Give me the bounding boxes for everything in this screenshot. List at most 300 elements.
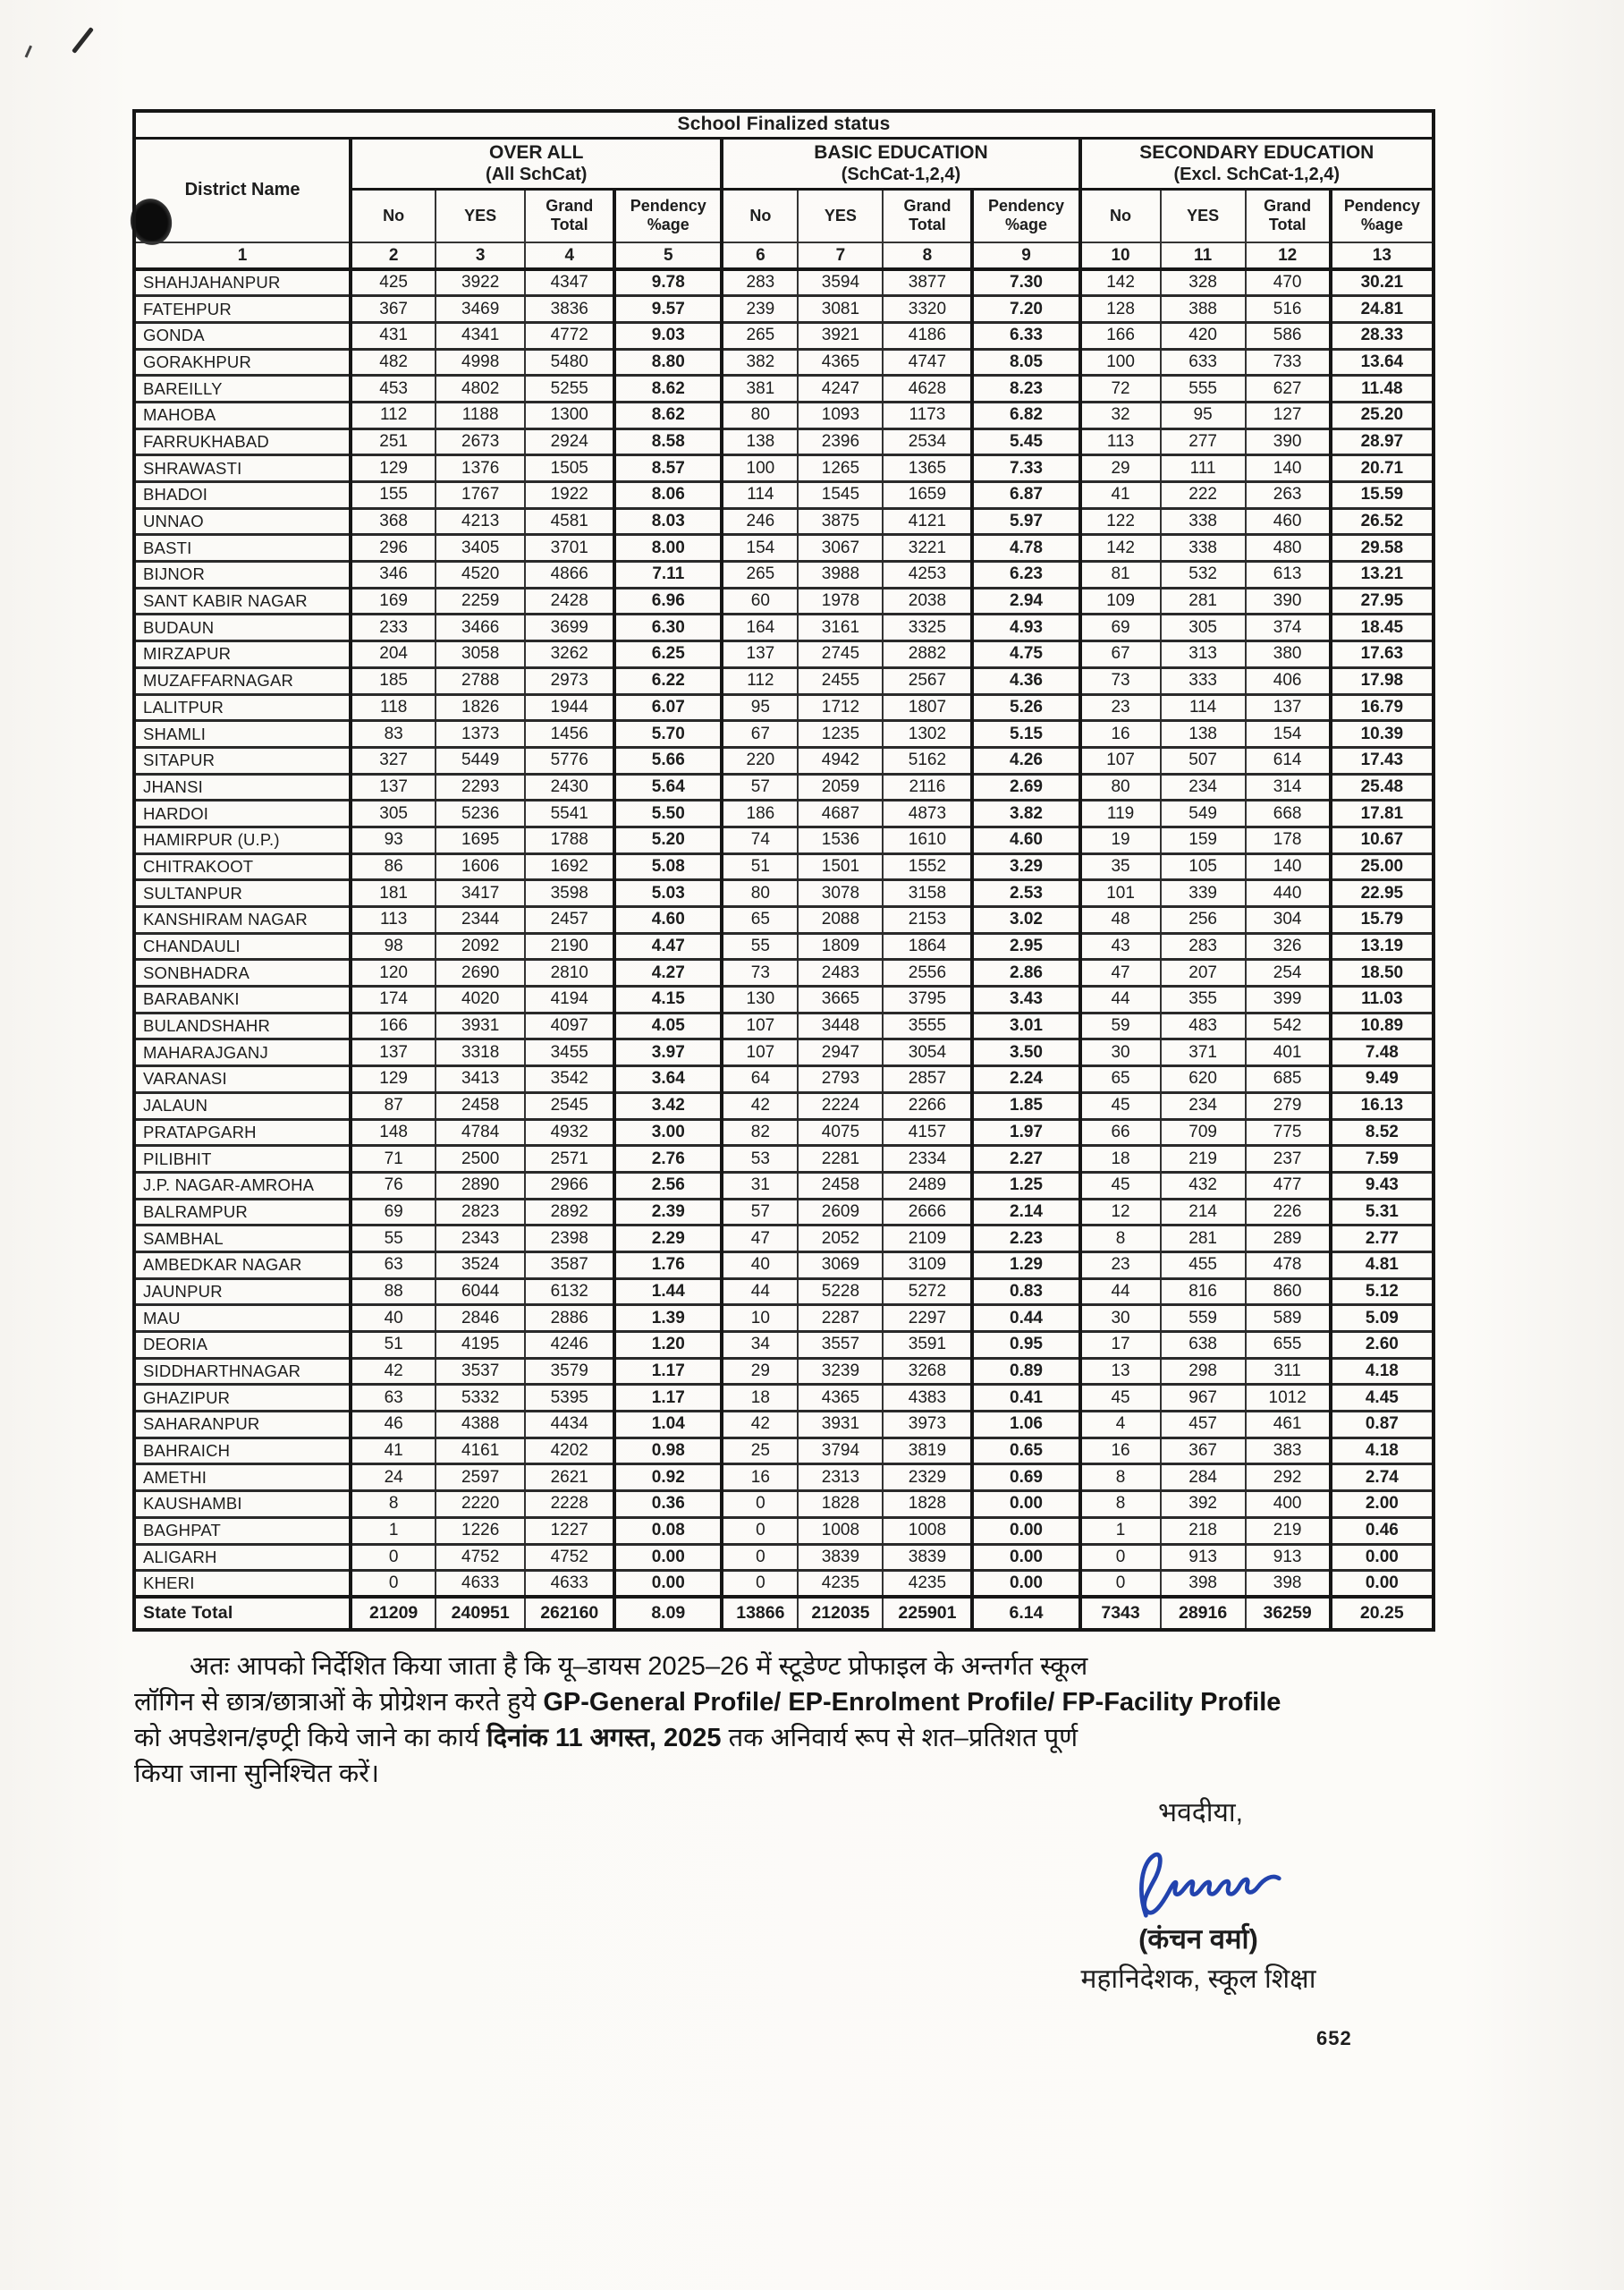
value-cell: 1828 <box>798 1491 883 1518</box>
value-cell: 100 <box>722 455 798 482</box>
district-name-cell: BIJNOR <box>134 562 351 589</box>
group-header-row <box>134 138 1434 189</box>
value-cell: 11.03 <box>1331 987 1434 1014</box>
value-cell: 4 <box>1080 1412 1161 1438</box>
district-name-cell: HARDOI <box>134 801 351 827</box>
value-cell: 2455 <box>798 667 883 694</box>
value-cell: 120 <box>351 960 436 987</box>
value-cell: 48 <box>1080 907 1161 934</box>
value-cell: 3591 <box>883 1332 972 1359</box>
value-cell: 3.50 <box>972 1039 1079 1066</box>
value-cell: 4194 <box>525 987 614 1014</box>
value-cell: 137 <box>1246 694 1331 721</box>
value-cell: 559 <box>1161 1305 1246 1332</box>
value-cell: 4247 <box>798 376 883 403</box>
value-cell: 3058 <box>436 641 525 668</box>
value-cell: 1712 <box>798 694 883 721</box>
value-cell: 24.81 <box>1331 296 1434 323</box>
value-cell: 262160 <box>525 1597 614 1630</box>
value-cell: 13 <box>1080 1358 1161 1385</box>
value-cell: 95 <box>722 694 798 721</box>
value-cell: 327 <box>351 747 436 774</box>
value-cell: 478 <box>1246 1251 1331 1278</box>
value-cell: 1501 <box>798 853 883 880</box>
value-cell: 105 <box>1161 853 1246 880</box>
table-row <box>134 987 1434 1014</box>
value-cell: 1265 <box>798 455 883 482</box>
value-cell: 913 <box>1246 1544 1331 1571</box>
value-cell: 2.74 <box>1331 1464 1434 1491</box>
value-cell: 406 <box>1246 667 1331 694</box>
value-cell: 4213 <box>436 508 525 535</box>
value-cell: 4.75 <box>972 641 1079 668</box>
table-body <box>134 269 1434 1630</box>
signatory-designation: महानिदेशक, स्कूल शिक्षा <box>1080 1964 1316 1994</box>
value-cell: 138 <box>1161 721 1246 748</box>
value-cell: 34 <box>722 1332 798 1359</box>
value-cell: 2.23 <box>972 1226 1079 1252</box>
group-label: BASIC EDUCATION <box>814 141 988 163</box>
value-cell: 129 <box>351 455 436 482</box>
value-cell: 59 <box>1080 1013 1161 1039</box>
table-row <box>134 827 1434 853</box>
value-cell: 4202 <box>525 1438 614 1464</box>
value-cell: 367 <box>351 296 436 323</box>
value-cell: 380 <box>1246 641 1331 668</box>
value-cell: 2886 <box>525 1305 614 1332</box>
value-cell: 69 <box>1080 615 1161 641</box>
district-name-cell: ALIGARH <box>134 1544 351 1571</box>
district-name-cell: BARABANKI <box>134 987 351 1014</box>
value-cell: 1302 <box>883 721 972 748</box>
value-cell: 4.26 <box>972 747 1079 774</box>
table-row <box>134 1013 1434 1039</box>
value-cell: 0.69 <box>972 1464 1079 1491</box>
district-name-cell: KAUSHAMBI <box>134 1491 351 1518</box>
value-cell: 71 <box>351 1146 436 1173</box>
value-cell: 29 <box>722 1358 798 1385</box>
value-cell: 5162 <box>883 747 972 774</box>
value-cell: 1300 <box>525 402 614 428</box>
sub-header-cell: No <box>351 189 436 242</box>
value-cell: 4347 <box>525 269 614 296</box>
value-cell: 333 <box>1161 667 1246 694</box>
value-cell: 164 <box>722 615 798 641</box>
value-cell: 65 <box>722 907 798 934</box>
value-cell: 17.63 <box>1331 641 1434 668</box>
value-cell: 2857 <box>883 1066 972 1093</box>
value-cell: 390 <box>1246 428 1331 455</box>
table-row <box>134 588 1434 615</box>
value-cell: 43 <box>1080 933 1161 960</box>
value-cell: 13.64 <box>1331 349 1434 376</box>
value-cell: 73 <box>1080 667 1161 694</box>
value-cell: 3455 <box>525 1039 614 1066</box>
value-cell: 5.70 <box>614 721 722 748</box>
value-cell: 6.96 <box>614 588 722 615</box>
value-cell: 2.24 <box>972 1066 1079 1093</box>
value-cell: 10.39 <box>1331 721 1434 748</box>
value-cell: 2545 <box>525 1092 614 1119</box>
value-cell: 109 <box>1080 588 1161 615</box>
value-cell: 114 <box>722 482 798 509</box>
value-cell: 40 <box>722 1251 798 1278</box>
district-name-cell: SAHARANPUR <box>134 1412 351 1438</box>
value-cell: 4.60 <box>614 907 722 934</box>
value-cell: 2846 <box>436 1305 525 1332</box>
value-cell: 3078 <box>798 880 883 907</box>
scan-artifact <box>25 46 38 61</box>
table-row <box>134 349 1434 376</box>
value-cell: 6.23 <box>972 562 1079 589</box>
value-cell: 1.06 <box>972 1412 1079 1438</box>
value-cell: 482 <box>351 349 436 376</box>
value-cell: 1695 <box>436 827 525 853</box>
district-name-cell: CHANDAULI <box>134 933 351 960</box>
value-cell: 80 <box>722 402 798 428</box>
value-cell: 233 <box>351 615 436 641</box>
value-cell: 88 <box>351 1278 436 1305</box>
value-cell: 2329 <box>883 1464 972 1491</box>
value-cell: 2609 <box>798 1199 883 1226</box>
value-cell: 240951 <box>436 1597 525 1630</box>
value-cell: 338 <box>1161 535 1246 562</box>
table-row <box>134 880 1434 907</box>
district-name-cell: BASTI <box>134 535 351 562</box>
value-cell: 4.81 <box>1331 1251 1434 1278</box>
state-total-row <box>134 1597 1434 1630</box>
value-cell: 3.29 <box>972 853 1079 880</box>
district-name-cell: FATEHPUR <box>134 296 351 323</box>
value-cell: 4161 <box>436 1438 525 1464</box>
value-cell: 5332 <box>436 1385 525 1412</box>
value-cell: 816 <box>1161 1278 1246 1305</box>
value-cell: 2.53 <box>972 880 1079 907</box>
value-cell: 67 <box>1080 641 1161 668</box>
table-row <box>134 376 1434 403</box>
district-name-cell: MAHARAJGANJ <box>134 1039 351 1066</box>
value-cell: 2428 <box>525 588 614 615</box>
value-cell: 63 <box>351 1251 436 1278</box>
value-cell: 586 <box>1246 322 1331 349</box>
value-cell: 3836 <box>525 296 614 323</box>
value-cell: 2.76 <box>614 1146 722 1173</box>
district-name-cell: FARRUKHABAD <box>134 428 351 455</box>
value-cell: 113 <box>351 907 436 934</box>
value-cell: 9.03 <box>614 322 722 349</box>
value-cell: 8.52 <box>1331 1119 1434 1146</box>
value-cell: 4434 <box>525 1412 614 1438</box>
table-row <box>134 853 1434 880</box>
value-cell: 1376 <box>436 455 525 482</box>
value-cell: 142 <box>1080 269 1161 296</box>
value-cell: 1826 <box>436 694 525 721</box>
value-cell: 2.86 <box>972 960 1079 987</box>
value-cell: 420 <box>1161 322 1246 349</box>
sub-header-cell: No <box>1080 189 1161 242</box>
value-cell: 7.33 <box>972 455 1079 482</box>
value-cell: 8.05 <box>972 349 1079 376</box>
table-row <box>134 1146 1434 1173</box>
table-row <box>134 269 1434 296</box>
value-cell: 3921 <box>798 322 883 349</box>
value-cell: 4633 <box>525 1571 614 1598</box>
value-cell: 8 <box>1080 1226 1161 1252</box>
value-cell: 154 <box>722 535 798 562</box>
table-row <box>134 322 1434 349</box>
value-cell: 13.19 <box>1331 933 1434 960</box>
value-cell: 3325 <box>883 615 972 641</box>
value-cell: 627 <box>1246 376 1331 403</box>
value-cell: 7.11 <box>614 562 722 589</box>
value-cell: 63 <box>351 1385 436 1412</box>
value-cell: 16.13 <box>1331 1092 1434 1119</box>
value-cell: 589 <box>1246 1305 1331 1332</box>
table-title: School Finalized status <box>134 111 1434 138</box>
sub-header-cell: YES <box>1161 189 1246 242</box>
district-name-cell: GONDA <box>134 322 351 349</box>
value-cell: 118 <box>351 694 436 721</box>
district-name-cell: J.P. NAGAR-AMROHA <box>134 1172 351 1199</box>
value-cell: 0.00 <box>972 1517 1079 1544</box>
value-cell: 2344 <box>436 907 525 934</box>
value-cell: 30 <box>1080 1039 1161 1066</box>
table-row <box>134 455 1434 482</box>
value-cell: 28.33 <box>1331 322 1434 349</box>
column-number-cell: 4 <box>525 242 614 269</box>
value-cell: 1173 <box>883 402 972 428</box>
value-cell: 29.58 <box>1331 535 1434 562</box>
value-cell: 3579 <box>525 1358 614 1385</box>
sub-header-cell: Grand Total <box>883 189 972 242</box>
value-cell: 2745 <box>798 641 883 668</box>
group-sublabel: (Excl. SchCat-1,2,4) <box>1173 164 1341 184</box>
value-cell: 220 <box>722 747 798 774</box>
value-cell: 0.00 <box>972 1544 1079 1571</box>
value-cell: 5.31 <box>1331 1199 1434 1226</box>
value-cell: 47 <box>1080 960 1161 987</box>
value-cell: 265 <box>722 322 798 349</box>
value-cell: 284 <box>1161 1464 1246 1491</box>
value-cell: 24 <box>351 1464 436 1491</box>
value-cell: 3067 <box>798 535 883 562</box>
value-cell: 289 <box>1246 1226 1331 1252</box>
value-cell: 2059 <box>798 774 883 801</box>
value-cell: 1456 <box>525 721 614 748</box>
value-cell: 16 <box>722 1464 798 1491</box>
value-cell: 20.25 <box>1331 1597 1434 1630</box>
value-cell: 555 <box>1161 376 1246 403</box>
value-cell: 44 <box>722 1278 798 1305</box>
value-cell: 2343 <box>436 1226 525 1252</box>
value-cell: 283 <box>1161 933 1246 960</box>
value-cell: 3931 <box>436 1013 525 1039</box>
paragraph-segment: तक अनिवार्य रूप से शत–प्रतिशत पूर्ण <box>721 1724 1078 1752</box>
value-cell: 1365 <box>883 455 972 482</box>
value-cell: 967 <box>1161 1385 1246 1412</box>
value-cell: 11.48 <box>1331 376 1434 403</box>
value-cell: 1.17 <box>614 1385 722 1412</box>
table-row <box>134 1544 1434 1571</box>
directive-paragraph <box>134 1649 1307 1792</box>
value-cell: 65 <box>1080 1066 1161 1093</box>
table-row <box>134 615 1434 641</box>
value-cell: 204 <box>351 641 436 668</box>
value-cell: 1545 <box>798 482 883 509</box>
value-cell: 4097 <box>525 1013 614 1039</box>
value-cell: 4075 <box>798 1119 883 1146</box>
value-cell: 733 <box>1246 349 1331 376</box>
district-name-cell: AMETHI <box>134 1464 351 1491</box>
value-cell: 281 <box>1161 1226 1246 1252</box>
group-sublabel: (All SchCat) <box>486 164 588 184</box>
table-row <box>134 1039 1434 1066</box>
paragraph-line <box>134 1649 1307 1684</box>
table-row <box>134 667 1434 694</box>
value-cell: 7.59 <box>1331 1146 1434 1173</box>
value-cell: 1.39 <box>614 1305 722 1332</box>
value-cell: 2220 <box>436 1491 525 1518</box>
value-cell: 64 <box>722 1066 798 1093</box>
value-cell: 69 <box>351 1199 436 1226</box>
value-cell: 298 <box>1161 1358 1246 1385</box>
value-cell: 140 <box>1246 853 1331 880</box>
table-row <box>134 1226 1434 1252</box>
value-cell: 101 <box>1080 880 1161 907</box>
value-cell: 26.52 <box>1331 508 1434 535</box>
sub-header-cell: Pendency %age <box>614 189 722 242</box>
value-cell: 2458 <box>798 1172 883 1199</box>
sub-header-cell: YES <box>798 189 883 242</box>
value-cell: 440 <box>1246 880 1331 907</box>
value-cell: 0.44 <box>972 1305 1079 1332</box>
value-cell: 3.02 <box>972 907 1079 934</box>
value-cell: 2092 <box>436 933 525 960</box>
value-cell: 95 <box>1161 402 1246 428</box>
value-cell: 8.23 <box>972 376 1079 403</box>
value-cell: 2224 <box>798 1092 883 1119</box>
value-cell: 251 <box>351 428 436 455</box>
value-cell: 1.29 <box>972 1251 1079 1278</box>
value-cell: 225901 <box>883 1597 972 1630</box>
value-cell: 127 <box>1246 402 1331 428</box>
value-cell: 0.89 <box>972 1358 1079 1385</box>
district-name-cell: SIDDHARTHNAGAR <box>134 1358 351 1385</box>
value-cell: 93 <box>351 827 436 853</box>
value-cell: 461 <box>1246 1412 1331 1438</box>
value-cell: 181 <box>351 880 436 907</box>
value-cell: 18.50 <box>1331 960 1434 987</box>
value-cell: 0 <box>722 1544 798 1571</box>
value-cell: 2973 <box>525 667 614 694</box>
group-header-basic-education <box>722 138 1079 189</box>
district-name-cell: SHAMLI <box>134 721 351 748</box>
value-cell: 25.48 <box>1331 774 1434 801</box>
table-row <box>134 907 1434 934</box>
column-number-cell: 10 <box>1080 242 1161 269</box>
value-cell: 13866 <box>722 1597 798 1630</box>
value-cell: 2.29 <box>614 1226 722 1252</box>
value-cell: 3988 <box>798 562 883 589</box>
value-cell: 2259 <box>436 588 525 615</box>
value-cell: 4235 <box>798 1571 883 1598</box>
value-cell: 3262 <box>525 641 614 668</box>
value-cell: 0.36 <box>614 1491 722 1518</box>
value-cell: 685 <box>1246 1066 1331 1093</box>
value-cell: 0.83 <box>972 1278 1079 1305</box>
value-cell: 2690 <box>436 960 525 987</box>
closing-salutation: भवदीया, <box>1158 1798 1243 1828</box>
value-cell: 709 <box>1161 1119 1246 1146</box>
value-cell: 44 <box>1080 987 1161 1014</box>
value-cell: 0.95 <box>972 1332 1079 1359</box>
value-cell: 13.21 <box>1331 562 1434 589</box>
value-cell: 3931 <box>798 1412 883 1438</box>
value-cell: 29 <box>1080 455 1161 482</box>
value-cell: 3665 <box>798 987 883 1014</box>
group-header-secondary-education <box>1080 138 1434 189</box>
value-cell: 166 <box>351 1013 436 1039</box>
sub-header-cell: Pendency %age <box>1331 189 1434 242</box>
value-cell: 1 <box>1080 1517 1161 1544</box>
value-cell: 1.20 <box>614 1332 722 1359</box>
value-cell: 0.98 <box>614 1438 722 1464</box>
value-cell: 313 <box>1161 641 1246 668</box>
value-cell: 3268 <box>883 1358 972 1385</box>
value-cell: 4.05 <box>614 1013 722 1039</box>
value-cell: 400 <box>1246 1491 1331 1518</box>
value-cell: 279 <box>1246 1092 1331 1119</box>
district-name-cell: GORAKHPUR <box>134 349 351 376</box>
value-cell: 305 <box>1161 615 1246 641</box>
value-cell: 5.50 <box>614 801 722 827</box>
value-cell: 2190 <box>525 933 614 960</box>
value-cell: 1864 <box>883 933 972 960</box>
value-cell: 80 <box>722 880 798 907</box>
value-cell: 3594 <box>798 269 883 296</box>
value-cell: 6.87 <box>972 482 1079 509</box>
value-cell: 1235 <box>798 721 883 748</box>
district-name-cell: JAUNPUR <box>134 1278 351 1305</box>
value-cell: 425 <box>351 269 436 296</box>
table-row <box>134 747 1434 774</box>
value-cell: 8.00 <box>614 535 722 562</box>
table-row <box>134 1438 1434 1464</box>
district-name-cell: SANT KABIR NAGAR <box>134 588 351 615</box>
value-cell: 3.82 <box>972 801 1079 827</box>
value-cell: 432 <box>1161 1172 1246 1199</box>
value-cell: 137 <box>351 1039 436 1066</box>
value-cell: 8.03 <box>614 508 722 535</box>
value-cell: 41 <box>351 1438 436 1464</box>
value-cell: 2398 <box>525 1226 614 1252</box>
value-cell: 2116 <box>883 774 972 801</box>
value-cell: 3.00 <box>614 1119 722 1146</box>
value-cell: 338 <box>1161 508 1246 535</box>
value-cell: 5449 <box>436 747 525 774</box>
value-cell: 346 <box>351 562 436 589</box>
value-cell: 480 <box>1246 535 1331 562</box>
value-cell: 4942 <box>798 747 883 774</box>
value-cell: 234 <box>1161 1092 1246 1119</box>
value-cell: 9.49 <box>1331 1066 1434 1093</box>
value-cell: 0 <box>351 1544 436 1571</box>
value-cell: 7.20 <box>972 296 1079 323</box>
district-name-cell: State Total <box>134 1597 351 1630</box>
value-cell: 339 <box>1161 880 1246 907</box>
value-cell: 2297 <box>883 1305 972 1332</box>
value-cell: 1.04 <box>614 1412 722 1438</box>
